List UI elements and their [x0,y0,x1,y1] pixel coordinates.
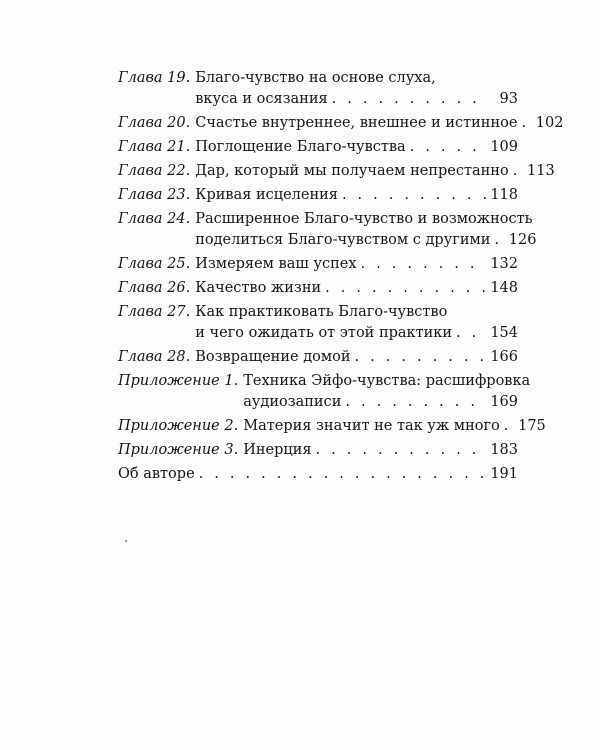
toc-entry-page-number: 191 [490,466,518,482]
toc-entry-prefix: Глава 19. [118,70,191,86]
toc-entry-chapter-23[interactable] [118,185,518,206]
toc-entry-title: Техника Эйфо-чувства: расшифровка [243,373,531,389]
toc-entry-chapter-24[interactable] [118,209,537,251]
toc-entry-title: Счастье внутреннее, внешнее и истинное [195,115,518,131]
toc-entry-appendix-1[interactable] [118,371,531,413]
toc-entry-prefix: Глава 25. [118,256,191,272]
toc-entry-title-continued: вкуса и осязания [195,91,328,107]
toc-entry-prefix: Глава 20. [118,115,191,131]
dot-leader [325,278,486,299]
table-of-contents [118,68,564,488]
toc-entry-chapter-19[interactable] [118,68,518,110]
toc-entry-title: Благо-чувство на основе слуха, [195,70,436,86]
toc-entry-about-author[interactable] [118,464,518,485]
toc-entry-page-number: 166 [490,349,518,365]
toc-entry-title: Об авторе [118,466,195,482]
toc-entry-title: Инерция [243,442,312,458]
toc-entry-prefix: Приложение 2. [118,418,239,434]
toc-entry-prefix: Глава 27. [118,304,191,320]
dot-leader [521,113,531,134]
toc-entry-page-number: 132 [490,256,518,272]
toc-entry-prefix: Глава 21. [118,139,191,155]
toc-entry-prefix: Глава 23. [118,187,191,203]
toc-entry-chapter-25[interactable] [118,254,518,275]
toc-entry-page-number: 109 [490,139,518,155]
toc-entry-prefix: Приложение 3. [118,442,239,458]
toc-entry-page-number: 148 [490,280,518,296]
dot-leader [494,230,504,251]
toc-entry-page-number: 183 [490,442,518,458]
dot-leader [504,416,514,437]
toc-entry-prefix: Глава 26. [118,280,191,296]
toc-entry-title: Расширенное Благо-чувство и возможность [195,211,533,227]
toc-entry-title-continued: аудиозаписи [243,394,342,410]
toc-entry-chapter-28[interactable] [118,347,518,368]
toc-entry-page-number: 154 [490,325,518,341]
toc-entry-title-continued: поделиться Благо-чувством с другими [195,232,491,248]
toc-entry-prefix: Приложение 1. [118,373,239,389]
dot-leader [316,440,486,461]
dot-leader [199,464,486,485]
toc-entry-appendix-2[interactable] [118,416,546,437]
dot-leader [513,161,523,182]
toc-entry-prefix: Глава 24. [118,211,191,227]
toc-entry-appendix-3[interactable] [118,440,518,461]
toc-entry-page-number: 175 [518,418,546,434]
dot-leader [410,137,486,158]
toc-entry-title: Материя значит не так уж много [243,418,500,434]
dot-leader [456,323,486,344]
toc-entry-page-number: 93 [499,91,518,107]
toc-entry-chapter-26[interactable] [118,278,518,299]
toc-entry-title-continued: и чего ожидать от этой практики [195,325,453,341]
dot-leader [345,392,486,413]
dot-leader [342,185,486,206]
toc-entry-title: Измеряем ваш успех [195,256,357,272]
toc-entry-chapter-22[interactable] [118,161,555,182]
toc-entry-chapter-20[interactable] [118,113,564,134]
toc-entry-page-number: 113 [527,163,555,179]
paper-speck [125,540,127,542]
toc-entry-title: Качество жизни [195,280,322,296]
toc-entry-chapter-27[interactable] [118,302,518,344]
toc-entry-title: Поглощение Благо-чувства [195,139,406,155]
toc-entry-page-number: 102 [535,115,564,131]
toc-entry-title: Дар, который мы получаем непрестанно [195,163,509,179]
dot-leader [355,347,486,368]
toc-entry-title: Возвращение домой [195,349,351,365]
toc-entry-title: Как практиковать Благо-чувство [195,304,448,320]
dot-leader [361,254,486,275]
toc-entry-page-number: 118 [490,187,518,203]
toc-entry-chapter-21[interactable] [118,137,518,158]
toc-entry-prefix: Глава 22. [118,163,191,179]
toc-entry-title: Кривая исцеления [195,187,338,203]
dot-leader [332,89,486,110]
toc-entry-page-number: 126 [508,232,537,248]
toc-entry-prefix: Глава 28. [118,349,191,365]
toc-entry-page-number: 169 [490,394,518,410]
